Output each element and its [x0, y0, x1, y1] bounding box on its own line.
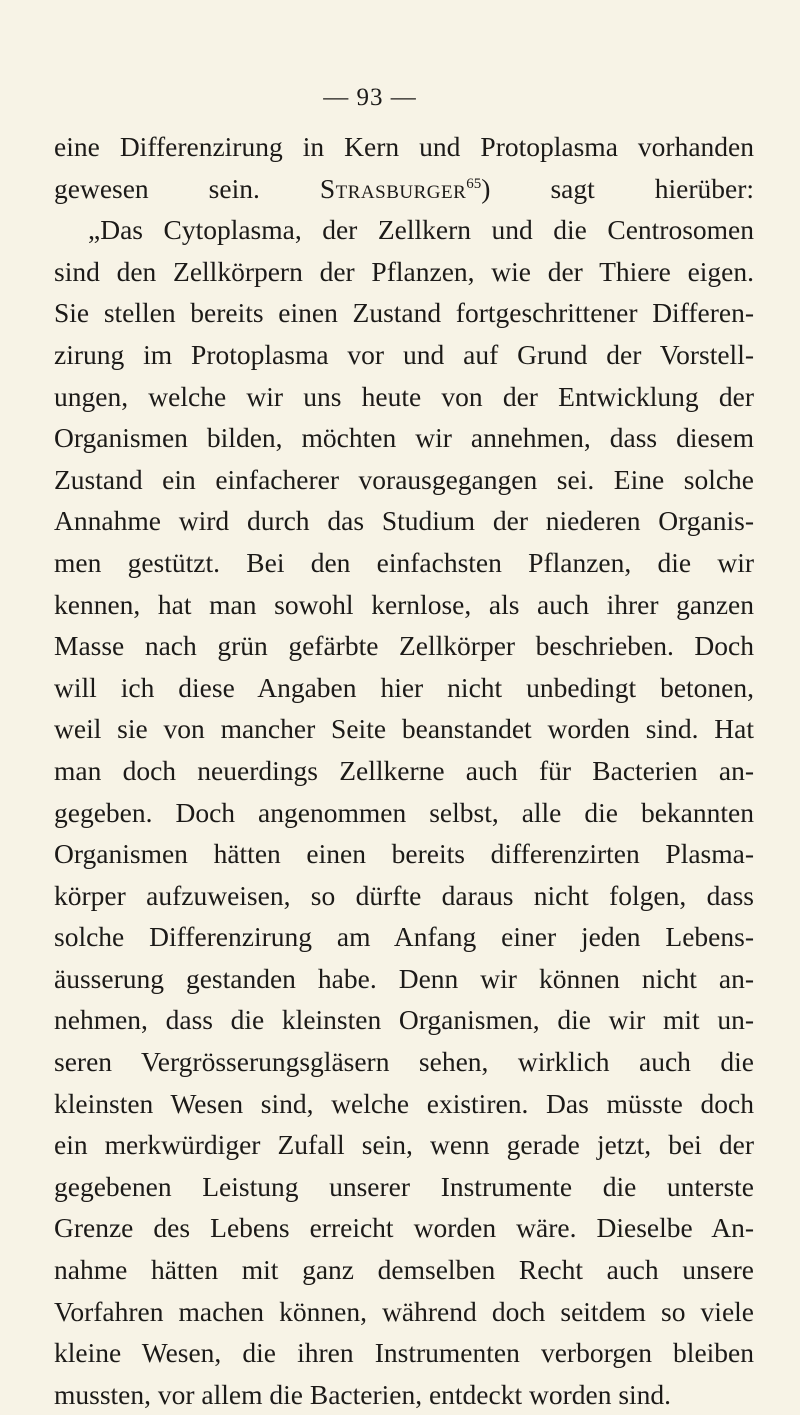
- text-line: men gestützt. Bei den einfachsten Pflanzen, die wir: [54, 546, 754, 578]
- text-line: Annahme wird durch das Studium der niederen Organis-: [54, 505, 754, 537]
- text-line: [54, 168, 754, 210]
- text-line: äusserung gestanden habe. Denn wir können nicht an-: [54, 962, 754, 994]
- author-name: Strasburger: [319, 172, 467, 204]
- text-line: zirung im Protoplasma vor und auf Grund der Vorstell-: [54, 338, 754, 370]
- text-line: kennen, hat man sowohl kernlose, als auch ihrer ganzen: [54, 588, 754, 620]
- text-line: will ich diese Angaben hier nicht unbedingt betonen,: [54, 671, 754, 703]
- text-line: ungen, welche wir uns heute von der Entwicklung der: [54, 380, 754, 412]
- text-line: seren Vergrösserungsgläsern sehen, wirklich auch die: [54, 1046, 754, 1078]
- text-line: solche Differenzirung am Anfang einer jeden Lebens-: [54, 921, 754, 953]
- footnote-reference: 65: [466, 175, 482, 192]
- text-line: Masse nach grün gefärbte Zellkörper beschrieben. Doch: [54, 630, 754, 662]
- text-line: man doch neuerdings Zellkerne auch für Bacterien an-: [54, 754, 754, 786]
- text-line: nehmen, dass die kleinsten Organismen, die wir mit un-: [54, 1004, 754, 1036]
- text-line: kleinsten Wesen sind, welche existiren. Das müsste doch: [54, 1087, 754, 1119]
- text-line: „Das Cytoplasma, der Zellkern und die Centrosomen: [88, 214, 754, 246]
- page-number: — 93 —: [323, 84, 417, 111]
- text-line: eine Differenzirung in Kern und Protoplasma vorhanden: [54, 131, 754, 162]
- body-text: [54, 126, 754, 1415]
- text-line: gegebenen Leistung unserer Instrumente die unterste: [54, 1170, 754, 1202]
- text-line: körper aufzuweisen, so dürfte daraus nicht folgen, dass: [54, 879, 754, 911]
- text-fragment: ) sagt hierüber:: [481, 172, 755, 204]
- text-line: Organismen bilden, möchten wir annehmen, dass diesem: [54, 422, 754, 454]
- text-line: Grenze des Lebens erreicht worden wäre. Dieselbe An-: [54, 1212, 754, 1244]
- text-line: sind den Zellkörpern der Pflanzen, wie der Thiere eigen.: [54, 255, 754, 287]
- text-line: Organismen hätten einen bereits differenzirten Plasma-: [54, 838, 754, 870]
- text-line: weil sie von mancher Seite beanstandet worden sind. Hat: [54, 713, 754, 745]
- text-line: kleine Wesen, die ihren Instrumenten verborgen bleiben: [54, 1337, 754, 1369]
- text-line: gegeben. Doch angenommen selbst, alle die bekannten: [54, 796, 754, 828]
- text-line: Vorfahren machen können, während doch seitdem so viele: [54, 1295, 754, 1327]
- text-line: Sie stellen bereits einen Zustand fortgeschrittener Differen-: [54, 297, 754, 329]
- text-line: mussten, vor allem die Bacterien, entdeckt worden sind.: [54, 1378, 672, 1410]
- text-line: ein merkwürdiger Zufall sein, wenn gerade jetzt, bei der: [54, 1129, 754, 1161]
- text-fragment: gewesen sein.: [54, 172, 320, 204]
- text-line: nahme hätten mit ganz demselben Recht auch unsere: [54, 1254, 754, 1286]
- text-line: Zustand ein einfacherer vorausgegangen sei. Eine solche: [54, 463, 754, 495]
